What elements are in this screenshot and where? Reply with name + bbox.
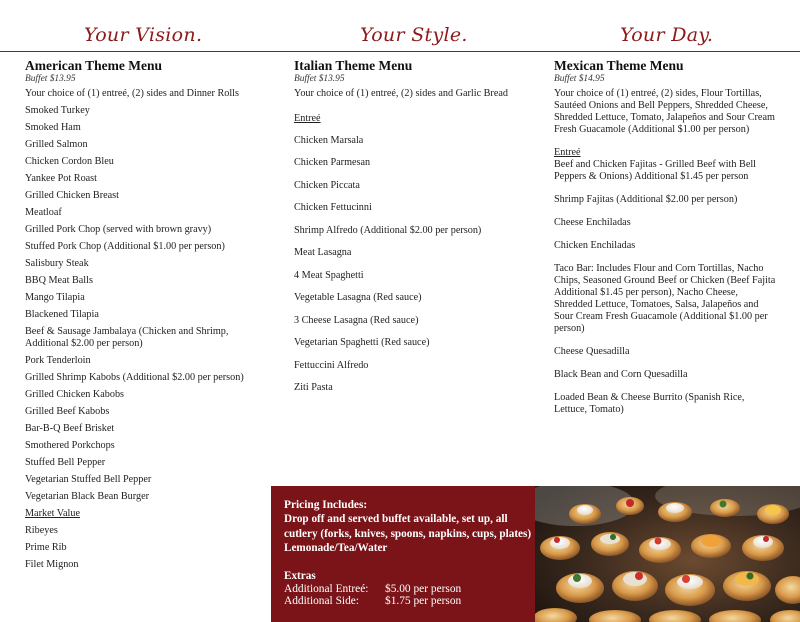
mexican-buffet-price: Buffet $14.95 bbox=[554, 74, 605, 84]
italian-item-list bbox=[294, 135, 534, 395]
italian-menu-title: Italian Theme Menu bbox=[294, 58, 413, 73]
italian-entree-heading: Entreé bbox=[294, 112, 321, 124]
italian-menu-item: Shrimp Alfredo (Additional $2.00 per person) bbox=[294, 224, 482, 236]
american-buffet-price: Buffet $13.95 bbox=[25, 74, 76, 84]
italian-menu-item: Chicken Fettucinni bbox=[294, 202, 372, 213]
american-menu-item: Grilled Beef Kabobs bbox=[25, 406, 110, 417]
american-menu-item: Grilled Shrimp Kabobs (Additional $2.00 per person) bbox=[25, 372, 244, 383]
extras-row bbox=[284, 583, 535, 596]
italian-menu-item: Meat Lasagna bbox=[294, 247, 352, 258]
market-item-list bbox=[25, 525, 270, 572]
american-menu-title: American Theme Menu bbox=[25, 58, 162, 73]
american-menu-item: Stuffed Pork Chop (Additional $1.00 per person) bbox=[25, 240, 225, 252]
american-menu-item: Salisbury Steak bbox=[25, 257, 89, 269]
italian-menu-item: 4 Meat Spaghetti bbox=[294, 269, 364, 281]
italian-menu-item: Chicken Parmesan bbox=[294, 157, 371, 168]
italian-menu-item: Vegetable Lasagna (Red sauce) bbox=[294, 292, 422, 303]
american-menu-item: BBQ Meat Balls bbox=[25, 274, 93, 286]
tagline-vision: Your Vision. bbox=[84, 24, 203, 46]
header-divider bbox=[0, 51, 800, 52]
extras-row bbox=[284, 595, 535, 608]
market-value-heading: Market Value bbox=[25, 508, 80, 519]
american-menu-item: Grilled Chicken Breast bbox=[25, 189, 119, 201]
american-menu-item: Smoked Turkey bbox=[25, 104, 90, 116]
pricing-body: Drop off and served buffet available, set up, all cutlery (forks, knives, spoons, napkins, cups, plates) Lemonade/Tea/Water bbox=[284, 513, 532, 554]
mexican-menu-item: Black Bean and Corn Quesadilla bbox=[554, 369, 688, 380]
market-value-item: Ribeyes bbox=[25, 525, 58, 536]
american-menu-item: Smothered Porkchops bbox=[25, 440, 115, 451]
american-menu-item: Grilled Pork Chop (served with brown gravy) bbox=[25, 223, 212, 235]
mexican-menu-title: Mexican Theme Menu bbox=[554, 58, 684, 73]
market-value-item: Prime Rib bbox=[25, 542, 67, 553]
extras-title: Extras bbox=[284, 569, 316, 582]
extras-value: $5.00 per person bbox=[385, 582, 462, 595]
italian-menu-item: Chicken Marsala bbox=[294, 134, 364, 146]
american-menu-item: Chicken Cordon Bleu bbox=[25, 155, 114, 167]
italian-menu-item: Vegetarian Spaghetti (Red sauce) bbox=[294, 337, 430, 348]
mexican-menu-item: Cheese Enchiladas bbox=[554, 217, 631, 228]
american-menu-item: Yankee Pot Roast bbox=[25, 172, 97, 184]
italian-buffet-price: Buffet $13.95 bbox=[294, 74, 345, 84]
mexican-menu-item: Loaded Bean & Cheese Burrito (Spanish Rice, Lettuce, Tomato) bbox=[554, 392, 745, 415]
tagline-style: Your Style. bbox=[360, 24, 468, 46]
american-menu-item: Stuffed Bell Pepper bbox=[25, 457, 106, 468]
italian-menu-item: Fettuccini Alfredo bbox=[294, 359, 369, 371]
mexican-menu-item: Beef and Chicken Fajitas - Grilled Beef with Bell Peppers & Onions) Additional $1.45 per person bbox=[554, 159, 756, 182]
american-menu-item: Beef & Sausage Jambalaya (Chicken and Shrimp, Additional $2.00 per person) bbox=[25, 325, 229, 349]
mexican-menu-item: Cheese Quesadilla bbox=[554, 346, 630, 357]
american-menu-item: Vegetarian Black Bean Burger bbox=[25, 491, 149, 502]
italian-menu-column bbox=[294, 58, 534, 405]
american-menu-item: Pork Tenderloin bbox=[25, 355, 91, 366]
american-menu-item: Bar-B-Q Beef Brisket bbox=[25, 423, 115, 434]
market-value-item: Filet Mignon bbox=[25, 559, 79, 570]
italian-menu-item: Chicken Piccata bbox=[294, 179, 360, 191]
pricing-panel bbox=[271, 486, 535, 622]
mexican-intro: Your choice of (1) entreé, (2) sides, Flour Tortillas, Sautéed Onions and Bell Peppers, Shredded Cheese, Shredded Lettuce, Tomato, Jalapeños and Sour Cream Fresh Guacamole (Additional $1.00 per person) bbox=[554, 88, 775, 135]
food-photo-art bbox=[535, 486, 800, 622]
mexican-menu-item: Shrimp Fajitas (Additional $2.00 per person) bbox=[554, 194, 738, 205]
american-menu-item: Grilled Salmon bbox=[25, 138, 88, 150]
mexican-item-list bbox=[554, 159, 776, 416]
american-menu-item: Vegetarian Stuffed Bell Pepper bbox=[25, 474, 152, 485]
american-menu-column bbox=[25, 58, 270, 576]
mexican-menu-column bbox=[554, 58, 776, 427]
extras-value: $1.75 per person bbox=[385, 595, 462, 607]
mexican-entree-heading: Entreé bbox=[554, 147, 581, 158]
american-menu-item: Mango Tilapia bbox=[25, 291, 85, 303]
american-item-list bbox=[25, 105, 270, 504]
extras-label: Additional Entreé: bbox=[284, 582, 369, 595]
food-photo bbox=[535, 486, 800, 622]
italian-menu-item: Ziti Pasta bbox=[294, 382, 333, 393]
mexican-menu-item: Chicken Enchiladas bbox=[554, 240, 636, 251]
italian-intro: Your choice of (1) entreé, (2) sides and Garlic Bread bbox=[294, 88, 508, 99]
italian-menu-item: 3 Cheese Lasagna (Red sauce) bbox=[294, 314, 419, 326]
tagline-day: Your Day. bbox=[620, 24, 714, 46]
american-menu-item: Blackened Tilapia bbox=[25, 308, 99, 320]
american-menu-item: Grilled Chicken Kabobs bbox=[25, 389, 125, 400]
mexican-menu-item: Taco Bar: Includes Flour and Corn Tortillas, Nacho Chips, Seasoned Ground Beef or Chicken (Beef Fajita Additional $1.45 per person), Nacho Cheese, Shredded Lettuce, Tomatoes, Salsa, Jalapeños and Sour Cream Fresh Guacamole (Additional $1.00 per person) bbox=[554, 263, 776, 334]
american-intro: Your choice of (1) entreé, (2) sides and Dinner Rolls bbox=[25, 88, 239, 99]
pricing-title: Pricing Includes: bbox=[284, 499, 368, 511]
extras-label: Additional Side: bbox=[284, 595, 359, 607]
american-menu-item: Meatloaf bbox=[25, 206, 62, 218]
american-menu-item: Smoked Ham bbox=[25, 121, 81, 133]
